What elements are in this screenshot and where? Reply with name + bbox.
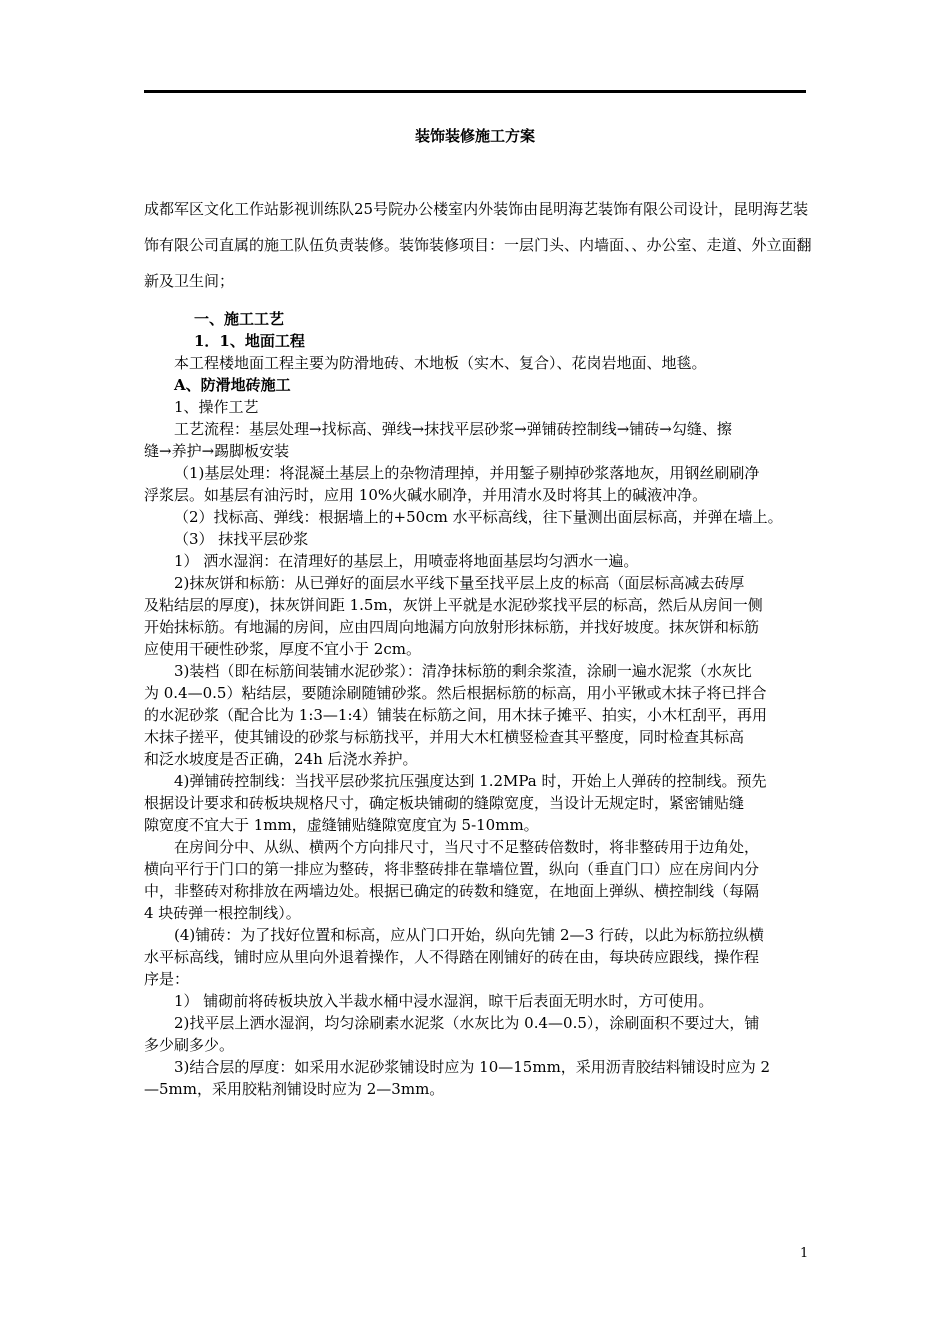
text-line: 及粘结层的厚度)，抹灰饼间距 1.5m，灰饼上平就是水泥砂浆找平层的标高，然后从房间一侧: [144, 596, 763, 614]
text-line: —5mm，采用胶粘剂铺设时应为 2—3mm。: [144, 1080, 445, 1098]
text-line: 1） 洒水湿润：在清理好的基层上，用喷壶将地面基层均匀洒水一遍。: [174, 552, 639, 570]
text-line: 1） 铺砌前将砖板块放入半裁水桶中浸水湿润，晾干后表面无明水时，方可使用。: [174, 992, 714, 1010]
text-line: 的水泥砂浆（配合比为 1:3—1:4）铺装在标筋之间，用木抹子摊平、拍实，小木杠刮平，再用: [144, 706, 768, 724]
text-line: 水平标高线，铺时应从里向外退着操作，人不得踏在刚铺好的砖在由，每块砖应跟线，操作程: [144, 948, 760, 966]
text-line: 3)装档（即在标筋间装铺水泥砂浆）：清净抹标筋的剩余浆渣，涂刷一遍水泥浆（水灰比: [174, 662, 752, 680]
text-line: 4)弹铺砖控制线：当找平层砂浆抗压强度达到 1.2MPa 时，开始上人弹砖的控制线。预先: [174, 772, 767, 790]
text-line: 木抹子搓平，使其铺设的砂浆与标筋找平，并用大木杠横竖检查其平整度，同时检查其标高: [144, 728, 745, 746]
text-line: 2)抹灰饼和标筋：从已弹好的面层水平线下量至找平层上皮的标高（面层标高减去砖厚: [174, 574, 745, 592]
section-heading: 一、施工工艺: [194, 310, 285, 328]
text-line: (4)铺砖：为了找好位置和标高，应从门口开始，纵向先铺 2—3 行砖，以此为标筋拉纵横: [174, 926, 764, 944]
text-line: 中，非整砖对称排放在两墙边处。根据已确定的砖数和缝宽，在地面上弹纵、横控制线（每隔: [144, 882, 760, 900]
section-heading: 1．1、地面工程: [194, 332, 305, 350]
text-line: 本工程楼地面工程主要为防滑地砖、木地板（实木、复合）、花岗岩地面、地毯。: [174, 354, 707, 372]
text-line: 浮浆层。如基层有油污时，应用 10%火碱水刷净，并用清水及时将其上的碱液冲净。: [144, 486, 708, 504]
header-rule: [144, 90, 806, 93]
document-title: 装饰装修施工方案: [414, 127, 535, 145]
text-line: 多少刷多少。: [144, 1036, 235, 1054]
text-line: 开始抹标筋。有地漏的房间，应由四周向地漏方向放射形抹标筋，并找好坡度。抹灰饼和标筋: [144, 618, 760, 636]
section-heading: A、防滑地砖施工: [174, 376, 291, 394]
text-line: 缝→养护→踢脚板安装: [144, 442, 290, 460]
text-line: （2）找标高、弹线：根据墙上的+50cm 水平标高线，往下量测出面层标高，并弹在墙上。: [174, 508, 783, 526]
text-line: 隙宽度不宜大于 1mm，虚缝铺贴缝隙宽度宜为 5-10mm。: [144, 816, 539, 834]
body-text: [144, 308, 812, 1100]
text-line: 和泛水坡度是否正确，24h 后浇水养护。: [144, 750, 418, 768]
text-line: 工艺流程：基层处理→找标高、弹线→抹找平层砂浆→弹铺砖控制线→铺砖→勾缝、擦: [174, 420, 732, 438]
text-line: 4 块砖弹一根控制线）。: [144, 904, 301, 922]
text-line: 2)找平层上洒水湿润，均匀涂刷素水泥浆（水灰比为 0.4—0.5），涂刷面积不要过大，铺: [174, 1014, 760, 1032]
text-line: 序是：: [144, 970, 190, 988]
text-line: 1、操作工艺: [174, 398, 259, 416]
text-line: 3)结合层的厚度：如采用水泥砂浆铺设时应为 10—15mm，采用沥青胶结料铺设时应为 2: [174, 1058, 771, 1076]
text-line: 在房间分中、从纵、横两个方向排尺寸，当尺寸不足整砖倍数时，将非整砖用于边角处，: [174, 838, 760, 856]
text-line: 为 0.4—0.5）粘结层，要随涂刷随铺砂浆。然后根据标筋的标高，用小平锹或木抹子将已拌合: [144, 684, 767, 702]
text-line: （1)基层处理：将混凝土基层上的杂物清理掉，并用錾子剔掉砂浆落地灰，用钢丝刷刷净: [174, 464, 760, 482]
page-number: 1: [800, 1246, 809, 1261]
text-line: 根据设计要求和砖板块规格尺寸，确定板块铺砌的缝隙宽度，当设计无规定时，紧密铺贴缝: [144, 794, 745, 812]
text-line: 横向平行于门口的第一排应为整砖，将非整砖排在靠墙位置，纵向（垂直门口）应在房间内分: [144, 860, 760, 878]
text-line: 应使用干硬性砂浆，厚度不宜小于 2cm。: [144, 640, 421, 658]
intro-paragraph: 成都军区文化工作站影视训练队25号院办公楼室内外装饰由昆明海艺装饰有限公司设计，昆明海艺装饰有限公司直属的施工队伍负责装修。装饰装修项目：一层门头、内墙面、、办公室、走道、外立面翻新及卫生间；: [144, 200, 812, 290]
text-line: （3） 抹找平层砂浆: [174, 530, 309, 548]
